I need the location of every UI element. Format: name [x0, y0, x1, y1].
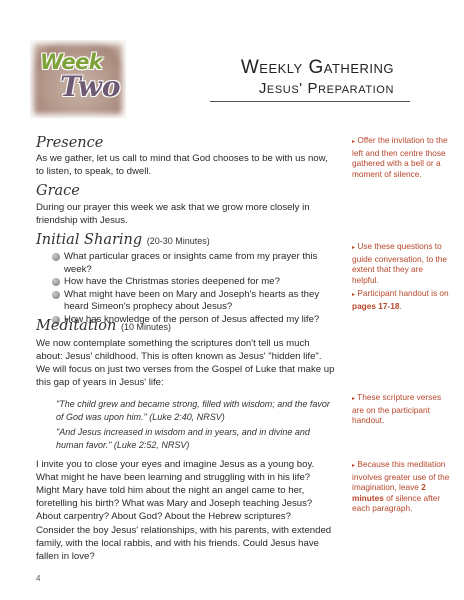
scripture-quote-1: "The child grew and became strong, filled with wisdom; and the favor of God was upon him." (Luke 2:40, NRSV): [56, 399, 330, 422]
list-item: [52, 276, 342, 289]
sharing-question-list: [52, 251, 342, 327]
question-text: How has knowledge of the person of Jesus affected my life?: [64, 313, 320, 325]
meditation-paragraph-1: I invite you to close your eyes and imagine Jesus as a young boy. What might he have been learning and struggling with in his life? Might Mary have told him about the night an angel came to her, foretelling his birth? What was Mary and Joseph teaching Jesus? About carpentry? About God? About the Hebrew scriptures?: [36, 459, 315, 522]
side-note-sharing: [352, 241, 452, 285]
arrow-icon: ▸: [352, 245, 356, 251]
logo-number-text: Two: [60, 70, 121, 103]
arrow-icon: ▸: [352, 292, 356, 298]
side-note-scripture: [352, 392, 452, 426]
page-subtitle: Jesus' Preparation: [258, 80, 394, 97]
header-divider: [210, 101, 410, 102]
side-note-text: of silence after each paragraph.: [352, 492, 441, 513]
side-note-duration: 2 minutes: [352, 482, 426, 503]
side-note-text: .: [399, 300, 402, 311]
scripture-quote-2: "And Jesus increased in wisdom and in years, and in divine and human favor." (Luke 2:52, NRSV): [56, 427, 310, 450]
sharing-time: (20-30 Minutes): [146, 236, 210, 246]
arrow-icon: ▸: [352, 396, 356, 402]
section-heading-grace: Grace: [36, 183, 80, 199]
side-note-handout: [352, 288, 452, 311]
section-heading-presence: Presence: [36, 135, 104, 151]
meditation-intro: We now contemplate something the scriptures don't tell us much about: Jesus' childhood. This is often known as Jesus' "hidden life". We will focus on just two verses from the Gospel of Luke that make up this gap of years in Jesus' life:: [36, 338, 335, 388]
side-note-presence: [352, 135, 452, 179]
question-text: What particular graces or insights came from my prayer this week?: [64, 251, 318, 275]
side-note-silence: [352, 459, 452, 514]
side-note-text: Because this meditation involves greater use of the imagination, leave: [352, 459, 450, 492]
side-note-text: Offer the invitation to the left and then centre those gathered with a bell or a moment of silence.: [352, 135, 448, 179]
list-item: [52, 289, 342, 314]
meditation-time: (10 Minutes): [120, 322, 171, 332]
meditation-paragraph-2: Consider the boy Jesus' relationships, with his parents, with extended family, with the local rabbis, and with his friends. Could Jesus have fallen in love?: [36, 525, 332, 562]
page-number: 4: [36, 574, 41, 583]
side-note-pages: pages 17-18: [352, 300, 400, 311]
page-title: Weekly Gathering: [240, 57, 394, 78]
bullet-icon: [52, 253, 60, 261]
question-text: How have the Christmas stories deepened for me?: [64, 276, 280, 288]
side-note-text: Use these questions to guide conversation, to the extent that they are helpful.: [352, 241, 448, 285]
section-heading-sharing: [36, 232, 210, 248]
sharing-heading-text: Initial Sharing: [36, 232, 143, 248]
bullet-icon: [52, 291, 60, 299]
section-heading-meditation: [36, 318, 171, 334]
list-item: [52, 251, 342, 276]
side-note-text: These scripture verses are on the participant handout.: [352, 392, 442, 425]
side-note-text: Participant handout is on: [357, 288, 449, 298]
bullet-icon: [52, 278, 60, 286]
meditation-heading-text: Meditation: [36, 318, 117, 334]
arrow-icon: ▸: [352, 139, 356, 145]
presence-text: As we gather, let us call to mind that God chooses to be with us now, to listen, to speak, to dwell.: [36, 153, 328, 177]
grace-text: During our prayer this week we ask that we grow more closely in friendship with Jesus.: [36, 202, 310, 226]
question-text: What might have been on Mary and Joseph's hearts as they heard Simeon's prophecy about Jesus?: [64, 288, 320, 313]
arrow-icon: ▸: [352, 463, 356, 469]
logo-week-text: Week: [40, 50, 103, 74]
